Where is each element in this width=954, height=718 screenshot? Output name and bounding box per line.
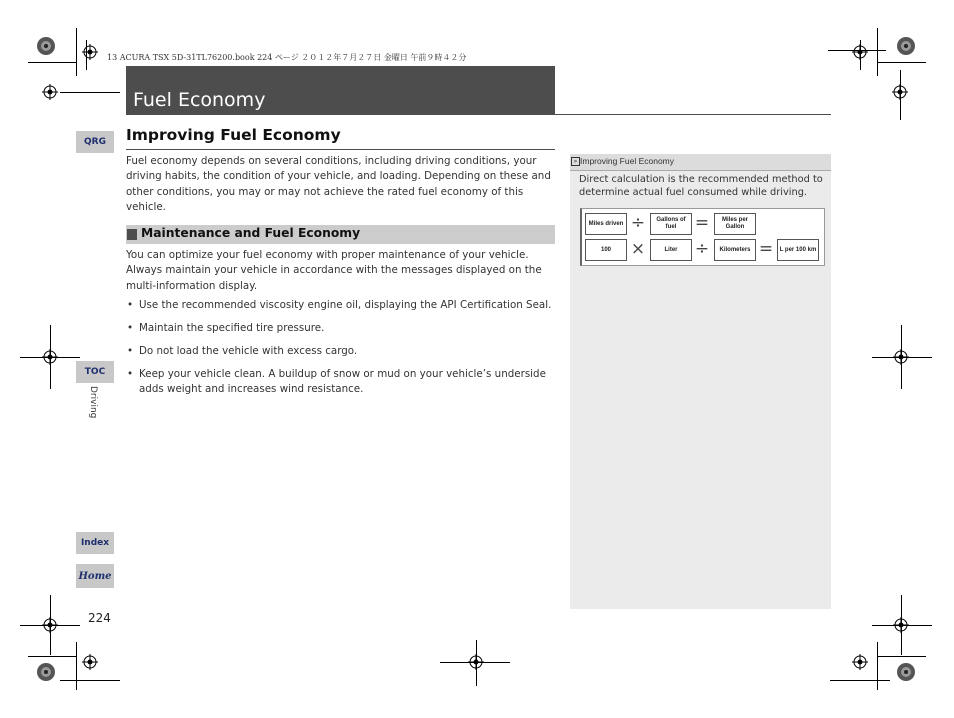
title-bar xyxy=(126,66,555,114)
maintenance-paragraph: You can optimize your fuel economy with proper maintenance of your vehicle. Always maintain your vehicle in accordance with the messages displayed on the multi-information display. xyxy=(126,249,542,292)
list-item-text: Maintain the specified tire pressure. xyxy=(139,322,325,334)
heading-rule xyxy=(126,149,555,150)
crosshair-icon xyxy=(42,84,58,100)
registration-target-icon xyxy=(36,36,56,56)
crosshair-icon xyxy=(42,349,58,365)
fuel-formula-diagram xyxy=(580,208,825,266)
index-button[interactable]: Index xyxy=(76,532,114,554)
list-item-text: Use the recommended viscosity engine oil, displaying the API Certification Seal. xyxy=(139,299,552,311)
list-item-text: Keep your vehicle clean. A buildup of snow or mud on your vehicle’s underside adds weight and increases wind resistance. xyxy=(139,368,546,396)
subheading: Maintenance and Fuel Economy xyxy=(141,226,361,240)
note-text: Direct calculation is the recommended method to determine actual fuel consumed while driving. xyxy=(579,174,823,198)
note-rule xyxy=(570,170,831,171)
subheading-bar xyxy=(126,225,555,244)
section-heading: Improving Fuel Economy xyxy=(126,126,341,144)
list-item-text: Do not load the vehicle with excess cargo. xyxy=(139,345,358,357)
equals-operator: = xyxy=(758,239,774,259)
qrg-button[interactable]: QRG xyxy=(76,131,114,153)
page-number: 224 xyxy=(88,611,111,625)
registration-target-icon xyxy=(36,662,56,682)
formula-100: 100 xyxy=(585,239,627,261)
crosshair-icon xyxy=(42,617,58,633)
crosshair-icon xyxy=(892,84,908,100)
home-button[interactable] xyxy=(76,564,114,588)
crosshair-icon xyxy=(852,44,868,60)
bullet-icon: • xyxy=(127,322,134,334)
bullet-icon: • xyxy=(127,368,134,380)
section-label: Driving xyxy=(88,386,98,419)
bullet-icon: • xyxy=(127,299,134,311)
note-heading: Improving Fuel Economy xyxy=(580,156,675,166)
crosshair-icon xyxy=(852,654,868,670)
crosshair-icon xyxy=(893,349,909,365)
intro-paragraph: Fuel economy depends on several conditions, including driving conditions, your driving habits, the condition of your vehicle, and loading. Depending on these and other conditions, you may or may not achieve the rated fuel economy of this vehicle. xyxy=(126,155,551,214)
home-label: Home xyxy=(78,570,112,582)
formula-miles-driven: Miles driven xyxy=(585,213,627,235)
crosshair-icon xyxy=(893,617,909,633)
equals-operator: = xyxy=(694,213,710,233)
reference-arrow-icon: » xyxy=(571,157,580,166)
toc-button[interactable]: TOC xyxy=(76,361,114,383)
crosshair-icon xyxy=(82,654,98,670)
formula-l-per-100km: L per 100 km xyxy=(777,239,819,261)
registration-target-icon xyxy=(896,662,916,682)
square-bullet-icon xyxy=(127,229,137,240)
page-title: Fuel Economy xyxy=(133,89,266,111)
formula-liter: Liter xyxy=(650,239,692,261)
formula-kilometers: Kilometers xyxy=(714,239,756,261)
formula-mpg: Miles per Gallon xyxy=(714,213,756,235)
title-rule xyxy=(126,114,831,115)
registration-target-icon xyxy=(896,36,916,56)
print-header: 13 ACURA TSX 5D-31TL76200.book 224 ページ ２０１２年７月２７日 金曜日 午前９時４２分 xyxy=(107,53,467,62)
formula-gallons: Gallons of fuel xyxy=(650,213,692,235)
note-header[interactable] xyxy=(570,154,831,170)
crosshair-icon xyxy=(82,44,98,60)
bullet-icon: • xyxy=(127,345,134,357)
crosshair-icon xyxy=(468,654,484,670)
multiply-operator: × xyxy=(630,239,646,259)
divide-operator: ÷ xyxy=(630,213,646,233)
divide-operator: ÷ xyxy=(694,239,710,259)
